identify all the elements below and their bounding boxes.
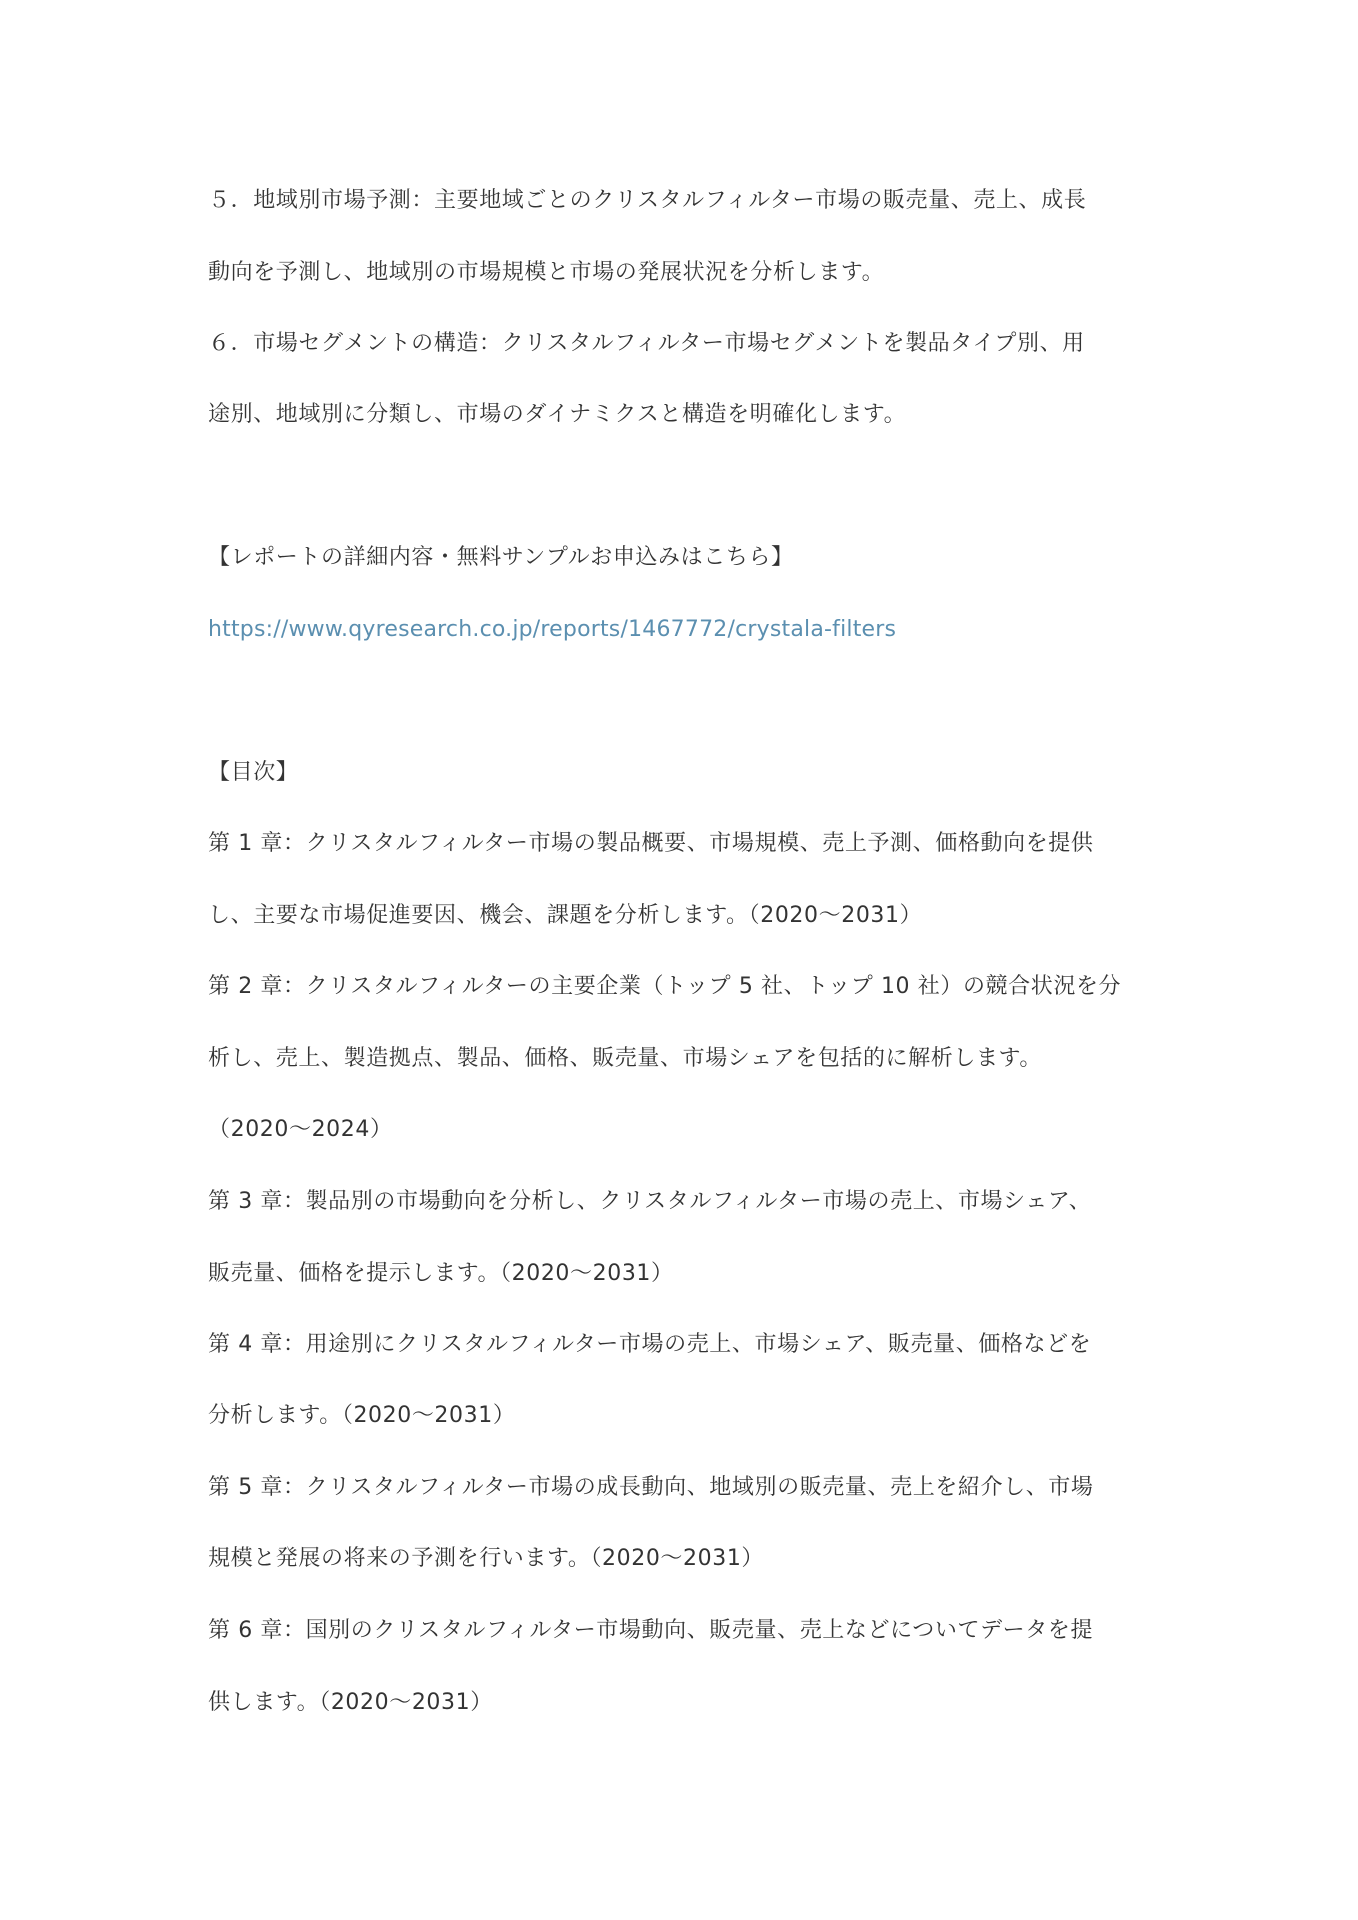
toc-line: 分析します。（2020～2031） [208, 1403, 516, 1428]
toc-line: 第 4 章：用途別にクリスタルフィルター市場の売上、市場シェア、販売量、価格などを [208, 1332, 1092, 1357]
toc-line: 第 5 章：クリスタルフィルター市場の成長動向、地域別の販売量、売上を紹介し、市場 [208, 1475, 1094, 1500]
section-6-line-2: 途別、地域別に分類し、市場のダイナミクスと構造を明確化します。 [208, 402, 907, 427]
report-heading: 【レポートの詳細内容・無料サンプルお申込みはこちら】 [208, 545, 794, 570]
toc-line: 供します。（2020～2031） [208, 1690, 493, 1715]
toc-line: 販売量、価格を提示します。（2020～2031） [208, 1261, 674, 1286]
toc-heading: 【目次】 [208, 760, 299, 785]
section-5-line-1: ５．地域別市場予測：主要地域ごとのクリスタルフィルター市場の販売量、売上、成長 [208, 188, 1087, 213]
report-link[interactable]: https://www.qyresearch.co.jp/reports/1467772/crystala-filters [208, 617, 897, 642]
toc-line: 規模と発展の将来の予測を行います。（2020～2031） [208, 1546, 765, 1571]
section-5-line-2: 動向を予測し、地域別の市場規模と市場の発展状況を分析します。 [208, 260, 885, 285]
toc-line: 第 1 章：クリスタルフィルター市場の製品概要、市場規模、売上予測、価格動向を提供 [208, 831, 1094, 856]
toc-line: 第 2 章：クリスタルフィルターの主要企業（トップ 5 社、トップ 10 社）の競合状況を分 [208, 974, 1122, 999]
toc-line: し、主要な市場促進要因、機会、課題を分析します。（2020～2031） [208, 903, 923, 928]
toc-line: 第 3 章：製品別の市場動向を分析し、クリスタルフィルター市場の売上、市場シェア、 [208, 1189, 1092, 1214]
toc-line: 第 6 章：国別のクリスタルフィルター市場動向、販売量、売上などについてデータを提 [208, 1618, 1094, 1643]
section-6-line-1: ６．市場セグメントの構造：クリスタルフィルター市場セグメントを製品タイプ別、用 [208, 331, 1085, 356]
toc-line: 析し、売上、製造拠点、製品、価格、販売量、市場シェアを包括的に解析します。 [208, 1046, 1043, 1071]
toc-line: （2020～2024） [208, 1117, 393, 1142]
